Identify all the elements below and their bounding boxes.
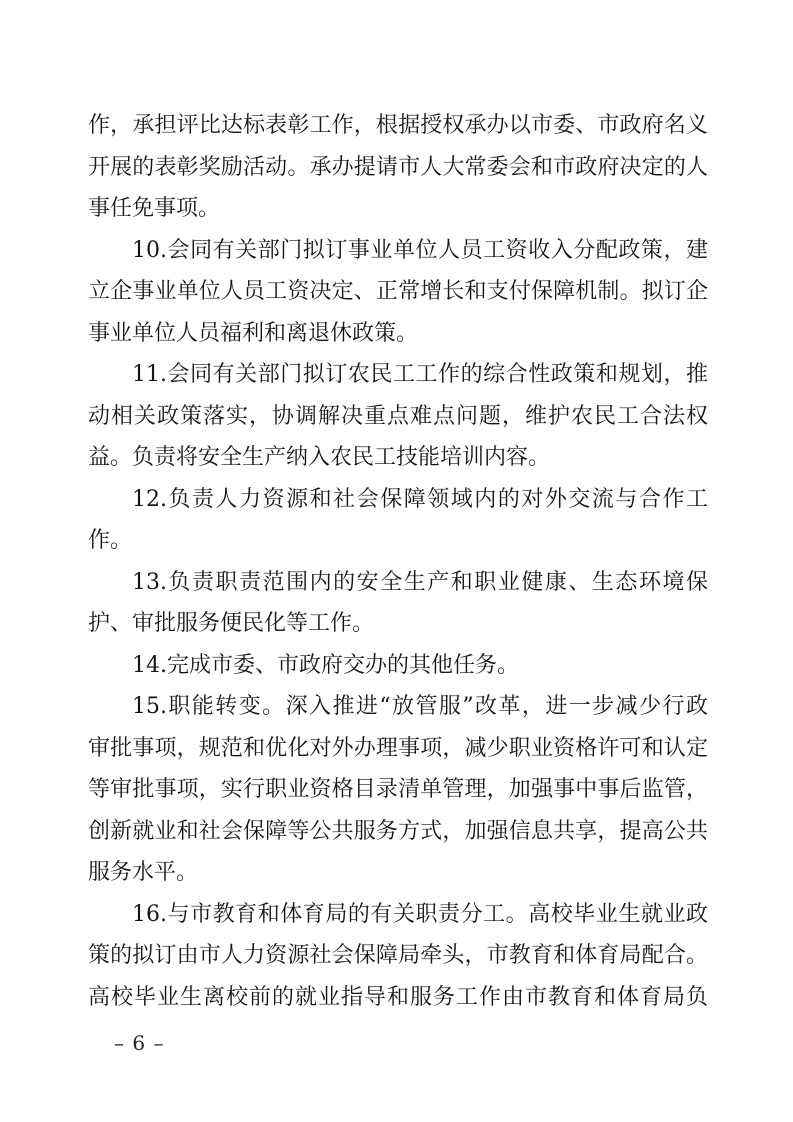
- text-line: 14.完成市委、市政府交办的其他任务。: [132, 652, 519, 678]
- text-line: 服务水平。: [88, 860, 199, 885]
- paragraph: [88, 354, 708, 479]
- text-line: 11.会同有关部门拟订农民工工作的综合性政策和规划，推: [132, 362, 708, 387]
- text-line: 作，承担评比达标表彰工作，根据授权承办以市委、市政府名义: [88, 113, 708, 138]
- paragraph: [88, 105, 708, 230]
- text-line: 16.与市教育和体育局的有关职责分工。高校毕业生就业政: [132, 901, 708, 927]
- text-line: 立企事业单位人员工资决定、正常增长和支付保障机制。拟订企: [88, 279, 708, 304]
- paragraph: [88, 645, 708, 687]
- text-line: 10.会同有关部门拟订事业单位人员工资收入分配政策，建: [132, 237, 708, 263]
- text-line: 等审批事项，实行职业资格目录清单管理，加强事中事后监管，: [88, 777, 708, 802]
- text-line: 15.职能转变。深入推进“放管服”改革，进一步减少行政: [132, 694, 708, 719]
- paragraph: [88, 479, 708, 562]
- page-number: – 6 –: [114, 1031, 165, 1055]
- text-line: 创新就业和社会保障等公共服务方式，加强信息共享，提高公共: [88, 818, 708, 844]
- text-line: 动相关政策落实，协调解决重点难点问题，维护农民工合法权: [88, 403, 708, 429]
- text-line: 13.负责职责范围内的安全生产和职业健康、生态环境保: [132, 569, 708, 595]
- text-line: 益。负责将安全生产纳入农民工技能培训内容。: [88, 445, 551, 470]
- text-line: 策的拟订由市人力资源社会保障局牵头，市教育和体育局配合。: [88, 943, 708, 968]
- paragraph: [88, 686, 708, 894]
- text-body: [88, 105, 708, 1018]
- paragraph: [88, 562, 708, 645]
- text-line: 12.负责人力资源和社会保障领域内的对外交流与合作工: [132, 486, 708, 512]
- text-line: 作。: [88, 528, 133, 553]
- text-line: 审批事项，规范和优化对外办理事项，减少职业资格许可和认定: [88, 735, 708, 761]
- text-line: 事任免事项。: [88, 196, 221, 221]
- text-line: 开展的表彰奖励活动。承办提请市人大常委会和市政府决定的人: [88, 154, 708, 180]
- text-line: 高校毕业生离校前的就业指导和服务工作由市教育和体育局负: [88, 984, 708, 1010]
- paragraph: [88, 894, 708, 1019]
- text-line: 事业单位人员福利和离退休政策。: [88, 320, 419, 346]
- paragraph: [88, 230, 708, 355]
- text-line: 护、审批服务便民化等工作。: [88, 611, 375, 636]
